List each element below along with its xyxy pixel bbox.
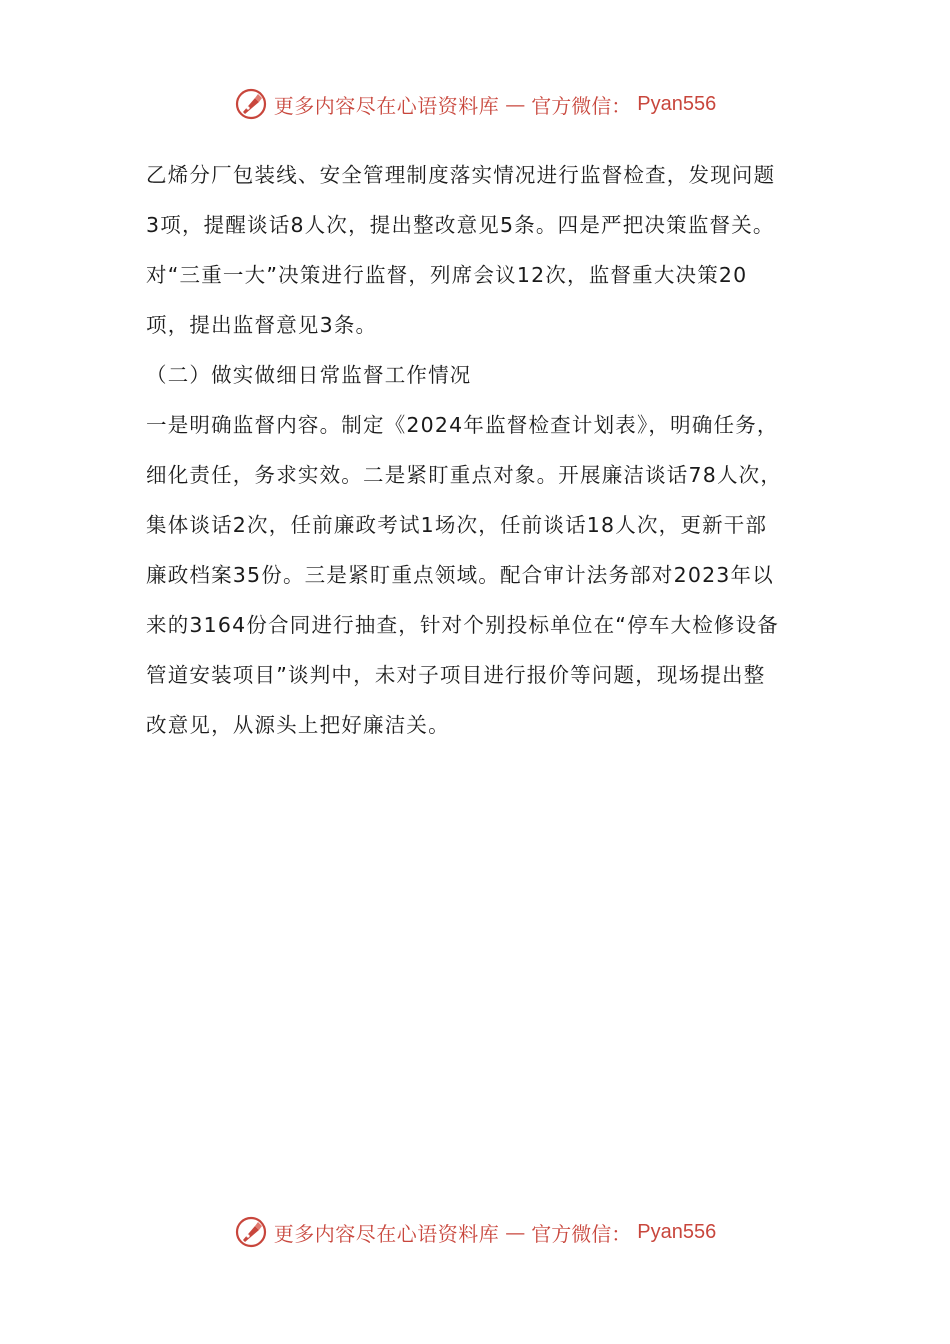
header-watermark (0, 84, 950, 124)
document-body (146, 150, 810, 750)
text-line-3: 对“三重一大”决策进行监督，列席会议12次，监督重大决策20 (146, 263, 748, 287)
watermark-wechat-id: Pyan556 (637, 1220, 717, 1243)
pen-nib-circle-icon (234, 87, 268, 121)
text-line-4: 项，提出监督意见3条。 (146, 313, 378, 337)
text-line-7: 细化责任，务求实效。二是紧盯重点对象。开展廉洁谈话78人次， (146, 463, 783, 487)
watermark-wechat-label: 官方微信： (531, 1221, 632, 1246)
watermark-dash: — (505, 1220, 526, 1244)
watermark-site-text: 更多内容尽在心语资料库 (273, 1221, 500, 1246)
text-line-6: 一是明确监督内容。制定《2024年监督检查计划表》，明确任务， (146, 413, 779, 437)
text-line-8: 集体谈话2次，任前廉政考试1场次，任前谈话18人次，更新干部 (146, 513, 768, 537)
watermark-dash: — (505, 92, 526, 116)
text-line-2: 3项，提醒谈话8人次，提出整改意见5条。四是严把决策监督关。 (146, 213, 775, 237)
section-heading: （二）做实做细日常监督工作情况 (146, 363, 472, 387)
text-line-9: 廉政档案35份。三是紧盯重点领域。配合审计法务部对2023年以 (146, 563, 774, 587)
watermark-site-text: 更多内容尽在心语资料库 (273, 93, 500, 118)
watermark-wechat-id: Pyan556 (637, 92, 717, 115)
text-line-12: 改意见，从源头上把好廉洁关。 (146, 713, 450, 737)
text-line-1: 乙烯分厂包装线、安全管理制度落实情况进行监督检查，发现问题 (146, 163, 776, 187)
watermark-wechat-label: 官方微信： (531, 93, 632, 118)
text-line-10: 来的3164份合同进行抽查，针对个别投标单位在“停车大检修设备 (146, 613, 779, 637)
footer-watermark (0, 1212, 950, 1252)
pen-nib-circle-icon (234, 1215, 268, 1249)
text-line-11: 管道安装项目”谈判中，未对子项目进行报价等问题，现场提出整 (146, 663, 766, 687)
